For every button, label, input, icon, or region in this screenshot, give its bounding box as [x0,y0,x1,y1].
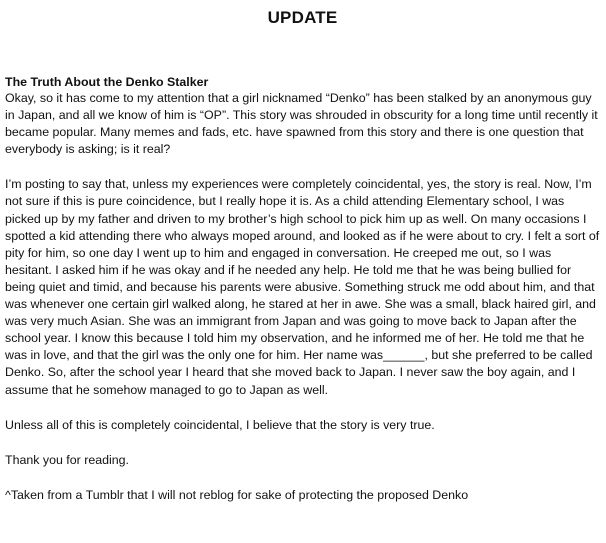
paragraph-thanks: Thank you for reading. [5,452,129,467]
paragraph-story: I’m posting to say that, unless my experiences were completely coincidental, yes, the story is real. Now, I’m not sure if this is pure coincidence, but I really hope it is. As a child attending Elementary school, I was picked up by my father and driven to my brother’s high school to pick him up as well. On many occasions I spotted a kid attending there who always moped around, and looked as if he were about to cry. I felt a sort of pity for him, so one day I went up to him and engaged in conversation. He creeped me out, so I was hesitant. I asked him if he was okay and if he needed any help. He told me that he was being bullied for being quiet and timid, and because his parents were abusive. Something struck me odd about him, and that was whenever one certain girl walked along, he stared at her in awe. She was a small, black haired girl, and was very much Asian. She was an immigrant from Japan and was going to move back to Japan after the school year. I know this because I told him my observation, and he informed me of her. He told me that he was in love, and that the girl was the only one for him. Her name was______, but she preferred to be called Denko. So, after the school year I heard that she moved back to Japan. I never saw the boy again, and I assume that he somehow managed to go to Japan as well. [5,177,600,397]
document-title: UPDATE [267,8,338,27]
paragraph-source-note: ^Taken from a Tumblr that I will not reblog for sake of protecting the proposed Denko [5,487,469,502]
paragraph-intro: Okay, so it has come to my attention that a girl nicknamed “Denko” has been stalked by an anonymous guy in Japan, and all we know of him is “OP”. This story was shrouded in obscurity for a long time until recently it became popular. Many memes and fads, etc. have spawned from this story and there is one question that everybody is asking; is it real? [5,91,598,157]
paragraph-conclusion: Unless all of this is completely coincidental, I believe that the story is very true. [5,417,435,432]
document-subtitle: The Truth About the Denko Stalker [5,75,209,89]
